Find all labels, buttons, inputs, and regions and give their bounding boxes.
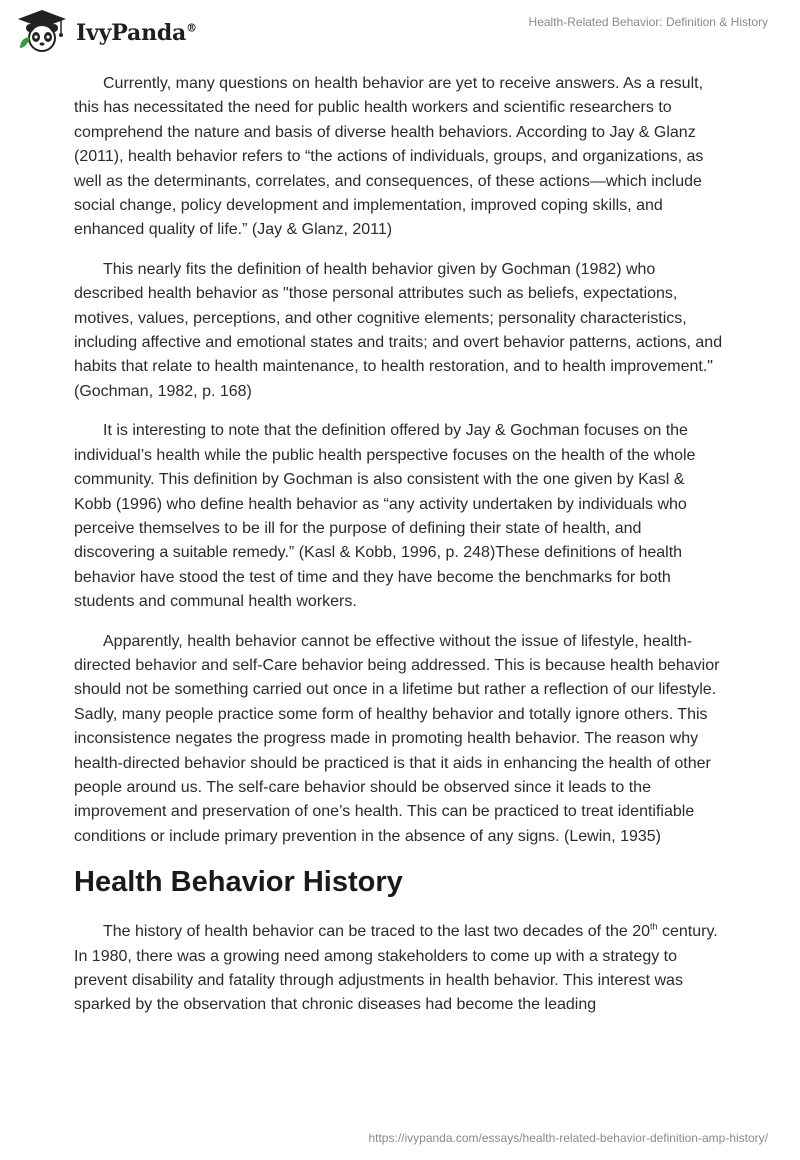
paragraph-3: It is interesting to note that the definition offered by Jay & Gochman focuses on the individual’s health while the public health perspective focuses on the health of the whole community. This definition by Gochman is also consistent with the one given by Kasl & Kobb (1996) who define health behavior as “any activity undertaken by individuals who perceive themselves to be ill for the purpose of defining their state of health, and discovering a suitable remedy.” (Kasl & Kobb, 1996, p. 248)These definitions of health behavior have stood the test of time and they have become the benchmarks for both students and communal health workers. (74, 422, 696, 611)
essay-content (74, 72, 726, 1033)
paragraph-1: Currently, many questions on health behavior are yet to receive answers. As a result, this has necessitated the need for public health workers and scientific researchers to comprehend the nature and basis of diverse health behaviors. According to Jay & Glanz (2011), health behavior refers to “the actions of individuals, groups, and organizations, as well as the determinants, correlates, and consequences, of these actions—which include social change, policy development and implementation, improved coping skills, and enhanced quality of life.” (Jay & Glanz, 2011) (74, 75, 704, 239)
ivypanda-logo[interactable] (14, 8, 197, 54)
document-title: Health-Related Behavior: Definition & History (528, 15, 768, 29)
panda-graduate-icon (14, 8, 70, 54)
page-header (0, 0, 800, 70)
paragraph-4: Apparently, health behavior cannot be effective without the issue of lifestyle, health-directed behavior and self-Care behavior being addressed. This is because health behavior should not be something carried out once in a lifetime but rather a reflection of our lifestyle. Sadly, many people practice some form of healthy behavior and totally ignore others. This inconsistence negates the progress made in promoting health behavior. The reason why health-directed behavior should be practiced is that it aids in enhancing the health of other people around us. The self-care behavior should be observed since it leads to the improvement and preservation of one’s health. This can be practiced to treat identifiable conditions or include primary prevention in the absence of any signs. (Lewin, 1935) (74, 632, 720, 845)
logo-text: IvyPanda® (76, 20, 197, 46)
history-paragraph: The history of health behavior can be traced to the last two decades of the 20th century. In 1980, there was a growing need among stakeholders to come up with a strategy to prevent disability and fatality through adjustments in health behavior. This interest was sparked by the observation that chronic diseases had become the leading (74, 921, 718, 1014)
source-url[interactable]: https://ivypanda.com/essays/health-related-behavior-definition-amp-history/ (368, 1131, 768, 1145)
section-heading: Health Behavior History (74, 866, 403, 899)
paragraph-2: This nearly fits the definition of health behavior given by Gochman (1982) who described health behavior as "those personal attributes such as beliefs, expectations, motives, values, perceptions, and other cognitive elements; personality characteristics, including affective and emotional states and traits; and overt behavior patterns, actions, and habits that relate to health maintenance, to health restoration, and to health improvement." (Gochman, 1982, p. 168) (74, 260, 723, 400)
